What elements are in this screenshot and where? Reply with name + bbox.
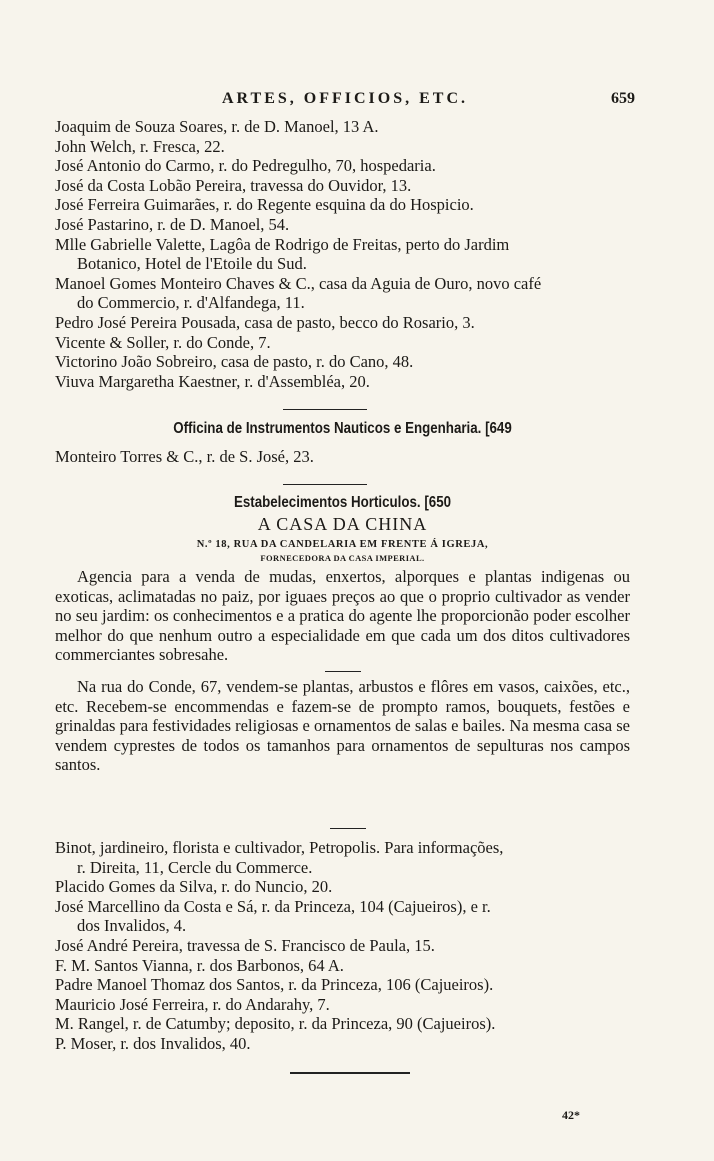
section-divider [283,484,367,485]
page-header [55,90,635,114]
shop-name: A CASA DA CHINA [257,514,428,534]
list-item: John Welch, r. Fresca, 22. [55,136,225,156]
list-item [55,274,630,313]
list-item: Victorino João Sobreiro, casa de pasto, r. do Cano, 48. [55,352,414,372]
list-item: José Pastarino, r. de D. Manoel, 54. [55,214,290,234]
list-item-line: Mlle Gabrielle Valette, Lagôa de Rodrigo de Freitas, perto do Jardim [55,234,510,254]
closing-divider [290,1072,410,1074]
running-title: ARTES, OFFICIOS, ETC. [221,90,469,107]
shop-supplier: FORNECEDORA DA CASA IMPERIAL. [260,553,425,563]
list-item: Mauricio José Ferreira, r. do Andarahy, 7. [55,994,330,1014]
list-item-line: Botanico, Hotel de l'Etoile du Sud. [77,254,307,274]
list-item-line: do Commercio, r. d'Alfandega, 11. [77,293,305,313]
list-item: Viuva Margaretha Kaestner, r. d'Assembléa, 20. [55,371,370,391]
list-item-line: dos Invalidos, 4. [77,916,187,936]
list-item: F. M. Santos Vianna, r. dos Barbonos, 64 A. [55,955,344,975]
printer-signature: 42* [562,1108,580,1122]
list-item [55,838,630,877]
list-item: Monteiro Torres & C., r. de S. José, 23. [55,447,314,466]
entries-list-1 [55,117,630,391]
section-title: Officina de Instrumentos Nauticos e Engenharia. [649 [173,420,512,437]
list-item: José André Pereira, travessa de S. Francisco de Paula, 15. [55,935,435,955]
paragraph: Agencia para a venda de mudas, enxertos, alporques e plantas indigenas ou exoticas, aclimatadas no paiz, por iguaes preços ao que o proprio cultivador as vender no seu jardim: os conhecimentos e a pratica do agente lhe proporcionão poder escolher melhor do que nenhum outro a especialidade em que cada um dos ditos cultivadores commerciantes sobresahe. [55,567,630,665]
shop-address: N.º 18, RUA DA CANDELARIA EM FRENTE Á IGREJA, [196,539,489,550]
paragraph-divider [325,671,361,672]
list-item: M. Rangel, r. de Catumby; deposito, r. da Princeza, 90 (Cajueiros). [55,1014,496,1034]
list-item: Joaquim de Souza Soares, r. de D. Manoel, 13 A. [55,117,379,136]
section-title: Estabelecimentos Horticulos. [650 [233,494,452,511]
list-item: José Ferreira Guimarães, r. do Regente esquina da do Hospicio. [55,195,474,215]
list-item [55,235,630,274]
list-item [55,897,630,936]
section-horticultural [55,494,630,775]
list-item: P. Moser, r. dos Invalidos, 40. [55,1033,251,1053]
page-number: 659 [611,90,635,107]
list-item: Vicente & Soller, r. do Conde, 7. [55,332,271,352]
list-item: José Antonio do Carmo, r. do Pedregulho, 70, hospedaria. [55,156,436,176]
list-item-line: r. Direita, 11, Cercle du Commerce. [77,857,313,877]
list-item: Pedro José Pereira Pousada, casa de pasto, becco do Rosario, 3. [55,312,475,332]
list-item-line: Binot, jardineiro, florista e cultivador, Petropolis. Para informações, [55,838,504,857]
list-item: José da Costa Lobão Pereira, travessa do Ouvidor, 13. [55,175,412,195]
section-divider [283,409,367,410]
entries-list-2 [55,838,630,1054]
list-item-line: José Marcellino da Costa e Sá, r. da Princeza, 104 (Cajueiros), e r. [55,896,491,916]
section-divider [330,828,366,829]
list-item-line: Manoel Gomes Monteiro Chaves & C., casa da Aguia de Ouro, novo café [55,273,542,293]
paragraph: Na rua do Conde, 67, vendem-se plantas, arbustos e flôres em vasos, caixões, etc., etc. Recebem-se encommendas e fazem-se de prompto ramos, bouquets, festões e grinaldas para festividades religiosas e ornamentos de salas e bailes. Na mesma casa se vendem cyprestes de todos os tamanhos para ornamentos de sepulturas nos campos santos. [55,676,630,775]
list-item: Padre Manoel Thomaz dos Santos, r. da Princeza, 106 (Cajueiros). [55,975,494,995]
section-nautical-instruments [55,420,630,467]
list-item: Placido Gomes da Silva, r. do Nuncio, 20. [55,877,333,897]
